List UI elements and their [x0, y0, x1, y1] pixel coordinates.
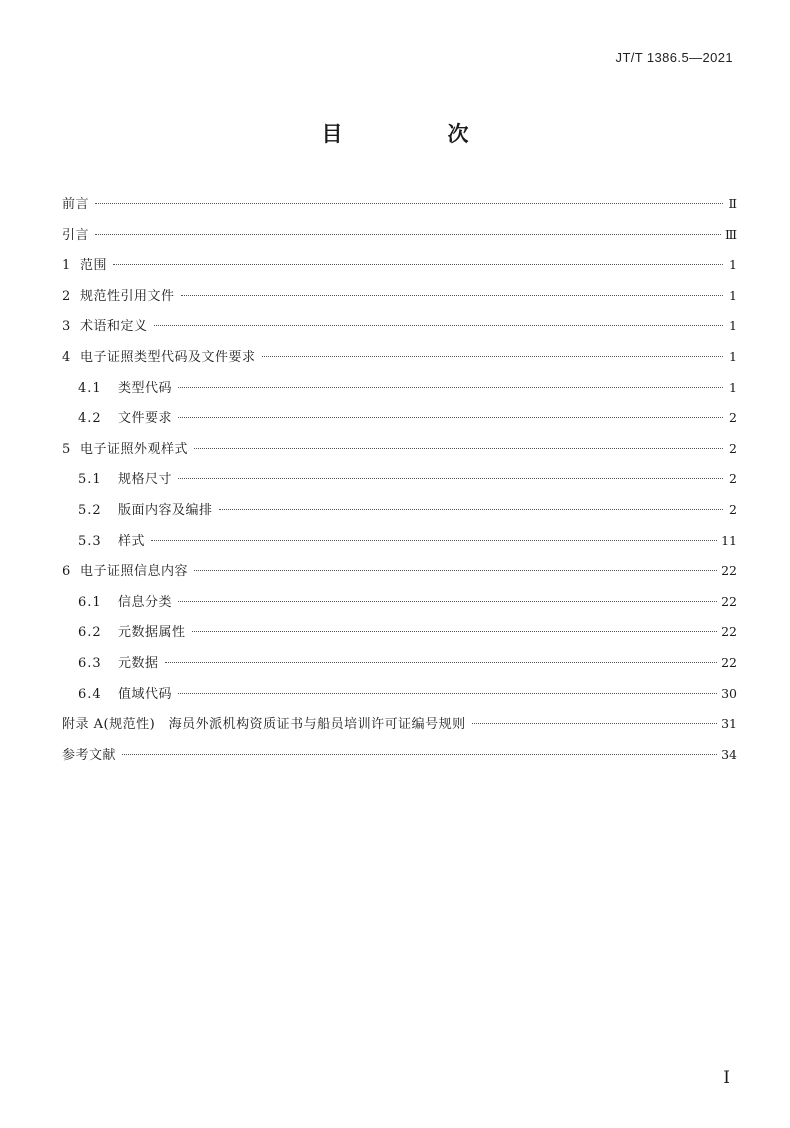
toc-dot-leader	[178, 417, 723, 418]
table-of-contents	[62, 189, 737, 770]
toc-entry[interactable]	[62, 311, 737, 342]
toc-entry-page: 1	[729, 257, 737, 273]
toc-entry[interactable]	[62, 281, 737, 312]
toc-entry-title: 版面内容及编排	[118, 502, 213, 518]
toc-dot-leader	[122, 754, 717, 755]
toc-entry-number: 4	[62, 349, 71, 365]
toc-entry-title: 文件要求	[118, 411, 173, 427]
toc-entry-title: 信息分类	[118, 594, 173, 610]
toc-entry-page: 22	[721, 593, 737, 609]
toc-entry-title: 电子证照类型代码及文件要求	[80, 349, 256, 365]
toc-entry-number: 1	[62, 258, 71, 274]
toc-entry-title: 元数据	[118, 655, 159, 671]
toc-entry-number: 6	[62, 564, 71, 580]
toc-entry-page: 22	[721, 624, 737, 640]
toc-dot-leader	[178, 693, 717, 694]
toc-dot-leader	[95, 203, 723, 204]
toc-entry-number: 3	[62, 319, 71, 335]
toc-dot-leader	[154, 325, 723, 326]
toc-entry-page: 1	[729, 348, 737, 364]
toc-entry-title: 电子证照外观样式	[80, 441, 189, 457]
toc-entry[interactable]	[62, 648, 737, 679]
toc-entry-number: 6.4	[78, 686, 102, 702]
toc-entry-page: 11	[721, 532, 737, 548]
toc-entry-title: 范围	[80, 258, 108, 274]
toc-entry[interactable]	[62, 434, 737, 465]
toc-entry-page: 2	[729, 440, 737, 456]
toc-entry-title: 规范性引用文件	[80, 288, 175, 304]
toc-dot-leader	[262, 356, 723, 357]
toc-entry[interactable]	[62, 220, 737, 251]
toc-dot-leader	[194, 448, 723, 449]
toc-entry-number: 5	[62, 441, 71, 457]
toc-dot-leader	[181, 295, 723, 296]
toc-entry-title: 样式	[118, 533, 146, 549]
toc-entry[interactable]	[62, 587, 737, 618]
toc-dot-leader	[192, 631, 718, 632]
toc-entry[interactable]	[62, 679, 737, 710]
toc-entry-title: 类型代码	[118, 380, 173, 396]
toc-entry-page: 1	[729, 318, 737, 334]
toc-entry-page: 2	[729, 410, 737, 426]
toc-entry-page: Ⅲ	[724, 226, 737, 242]
toc-entry-title: 术语和定义	[80, 319, 148, 335]
toc-entry[interactable]	[62, 709, 737, 740]
document-code: JT/T 1386.5—2021	[615, 50, 733, 65]
toc-entry-title: 元数据属性	[118, 625, 186, 641]
toc-entry-page: 2	[729, 471, 737, 487]
toc-entry-title: 引言	[62, 227, 90, 243]
toc-entry-page: 30	[721, 685, 737, 701]
toc-dot-leader	[95, 234, 721, 235]
toc-entry[interactable]	[62, 373, 737, 404]
toc-entry-title: 前言	[62, 197, 90, 212]
toc-entry-page: Ⅱ	[728, 196, 737, 211]
toc-entry-number: 5.3	[78, 533, 102, 549]
toc-dot-leader	[178, 387, 723, 388]
toc-entry-page: 22	[721, 654, 737, 670]
toc-dot-leader	[178, 478, 723, 479]
toc-entry-title: 电子证照信息内容	[80, 564, 189, 580]
toc-dot-leader	[151, 540, 717, 541]
toc-entry-title: 附录 A(规范性) 海员外派机构资质证书与船员培训许可证编号规则	[62, 717, 466, 733]
toc-entry[interactable]	[62, 556, 737, 587]
toc-dot-leader	[194, 570, 717, 571]
toc-entry-number: 6.3	[78, 655, 102, 671]
toc-entry[interactable]	[62, 189, 737, 220]
toc-dot-leader	[178, 601, 717, 602]
toc-entry-number: 4.2	[78, 411, 102, 427]
toc-dot-leader	[165, 662, 718, 663]
toc-entry-page: 1	[729, 287, 737, 303]
toc-entry-number: 6.1	[78, 594, 102, 610]
toc-entry[interactable]	[62, 250, 737, 281]
toc-entry[interactable]	[62, 464, 737, 495]
toc-entry-page: 1	[729, 379, 737, 395]
toc-entry-title: 参考文献	[62, 747, 117, 763]
toc-entry-number: 2	[62, 288, 71, 304]
toc-entry-page: 31	[721, 716, 737, 732]
toc-entry[interactable]	[62, 526, 737, 557]
page-number: Ⅰ	[723, 1068, 730, 1088]
toc-entry-title: 规格尺寸	[118, 472, 173, 488]
toc-entry-number: 5.2	[78, 502, 102, 518]
toc-entry[interactable]	[62, 495, 737, 526]
toc-dot-leader	[472, 723, 717, 724]
page-title: 目 次	[321, 122, 511, 146]
toc-dot-leader	[113, 264, 723, 265]
toc-entry-page: 2	[729, 501, 737, 517]
toc-entry-number: 4.1	[78, 380, 102, 396]
toc-entry-page: 34	[721, 746, 737, 762]
toc-entry-page: 22	[721, 563, 737, 579]
toc-entry-number: 6.2	[78, 625, 102, 641]
toc-entry-title: 值域代码	[118, 686, 173, 702]
toc-dot-leader	[219, 509, 723, 510]
toc-entry[interactable]	[62, 740, 737, 771]
toc-entry[interactable]	[62, 342, 737, 373]
toc-entry[interactable]	[62, 617, 737, 648]
toc-entry[interactable]	[62, 403, 737, 434]
toc-entry-number: 5.1	[78, 472, 102, 488]
